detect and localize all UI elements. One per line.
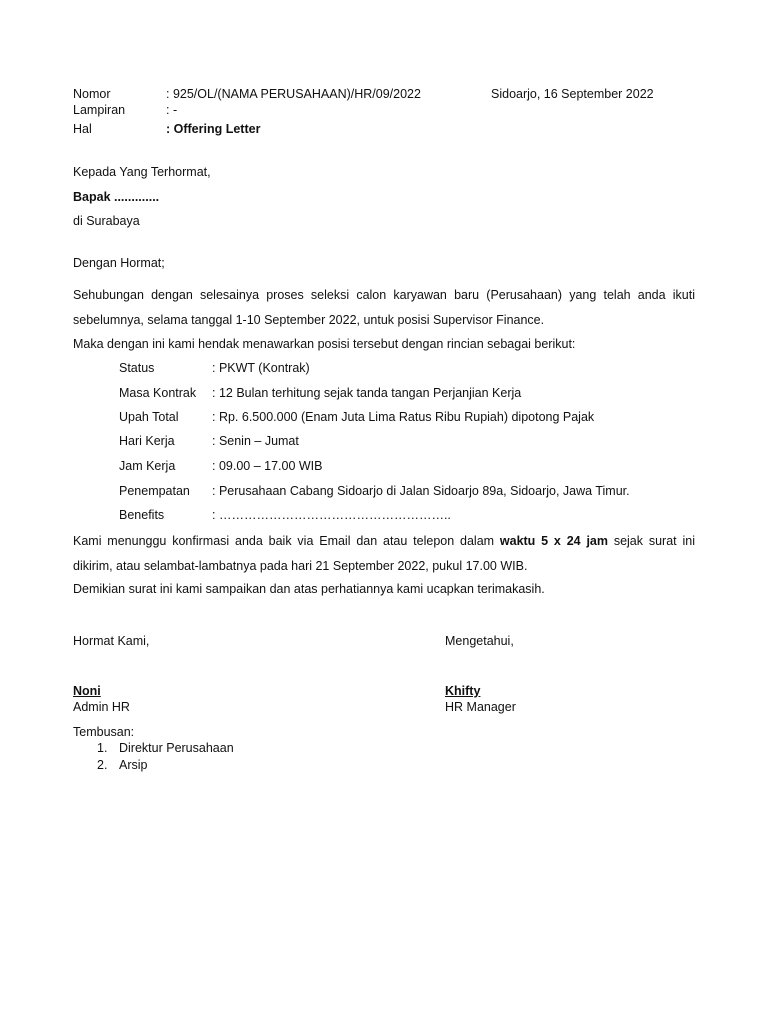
detail-value: : Rp. 6.500.000 (Enam Juta Lima Ratus Ribu Rupiah) dipotong Pajak bbox=[212, 410, 595, 424]
nomor-value: : 925/OL/(NAMA PERUSAHAAN)/HR/09/2022 bbox=[166, 87, 421, 101]
paragraph-confirmation-line-2: dikirim, atau selambat-lambatnya pada hari 21 September 2022, pukul 17.00 WIB. bbox=[73, 558, 528, 573]
lampiran-label: Lampiran bbox=[73, 103, 126, 117]
signature-left-title: Admin HR bbox=[73, 700, 130, 714]
detail-value: : PKWT (Kontrak) bbox=[212, 361, 310, 375]
detail-label: Upah Total bbox=[119, 410, 179, 424]
detail-label: Penempatan bbox=[119, 484, 190, 498]
confirmation-text-part-2: sejak surat ini bbox=[608, 534, 695, 548]
paragraph-confirmation bbox=[73, 529, 695, 578]
list-item: Arsip bbox=[119, 758, 148, 772]
detail-label: Masa Kontrak bbox=[119, 386, 197, 400]
detail-value: : 12 Bulan terhitung sejak tanda tangan Perjanjian Kerja bbox=[212, 386, 522, 400]
signature-left-name: Noni bbox=[73, 684, 101, 698]
detail-value: : Senin – Jumat bbox=[212, 434, 299, 448]
paragraph-intro-line-2: sebelumnya, selama tanggal 1-10 September 2022, untuk posisi Supervisor Finance. bbox=[73, 312, 545, 327]
confirmation-deadline: waktu 5 x 24 jam bbox=[499, 534, 608, 548]
paragraph-intro bbox=[73, 283, 695, 332]
recipient-location: di Surabaya bbox=[73, 214, 140, 228]
detail-label: Status bbox=[119, 361, 155, 375]
closing-sentence: Demikian surat ini kami sampaikan dan atas perhatiannya kami ucapkan terimakasih. bbox=[73, 582, 545, 596]
signature-left-heading: Hormat Kami, bbox=[73, 634, 150, 648]
detail-label: Hari Kerja bbox=[119, 434, 175, 448]
list-item-number: 2. bbox=[97, 758, 108, 772]
recipient-name: Bapak ............. bbox=[73, 190, 160, 204]
signature-right-heading: Mengetahui, bbox=[445, 634, 514, 648]
confirmation-text-part-1: Kami menunggu konfirmasi anda baik via Email dan atau telepon dalam bbox=[73, 534, 500, 548]
detail-value: : Perusahaan Cabang Sidoarjo di Jalan Sidoarjo 89a, Sidoarjo, Jawa Timur. bbox=[212, 484, 630, 498]
paragraph-offer: Maka dengan ini kami hendak menawarkan posisi tersebut dengan rincian sebagai berikut: bbox=[73, 337, 576, 351]
paragraph-confirmation-line-1 bbox=[73, 529, 695, 554]
list-item: Direktur Perusahaan bbox=[119, 741, 234, 755]
detail-label: Jam Kerja bbox=[119, 459, 176, 473]
recipient-greeting: Kepada Yang Terhormat, bbox=[73, 165, 211, 179]
detail-value: : ……………………………………………….. bbox=[212, 508, 451, 522]
detail-value: : 09.00 – 17.00 WIB bbox=[212, 459, 323, 473]
hal-value: : Offering Letter bbox=[166, 122, 261, 136]
place-date: Sidoarjo, 16 September 2022 bbox=[491, 87, 654, 101]
opening-salutation: Dengan Hormat; bbox=[73, 256, 165, 270]
detail-label: Benefits bbox=[119, 508, 165, 522]
list-item-number: 1. bbox=[97, 741, 108, 755]
signature-right-title: HR Manager bbox=[445, 700, 516, 714]
lampiran-value: : - bbox=[166, 103, 178, 117]
paragraph-intro-line-1: Sehubungan dengan selesainya proses seleksi calon karyawan baru (Perusahaan) yang telah anda ikuti bbox=[73, 288, 695, 302]
tembusan-label: Tembusan: bbox=[73, 725, 135, 739]
signature-right-name: Khifty bbox=[445, 684, 481, 698]
nomor-label: Nomor bbox=[73, 87, 111, 101]
hal-label: Hal bbox=[73, 122, 92, 136]
